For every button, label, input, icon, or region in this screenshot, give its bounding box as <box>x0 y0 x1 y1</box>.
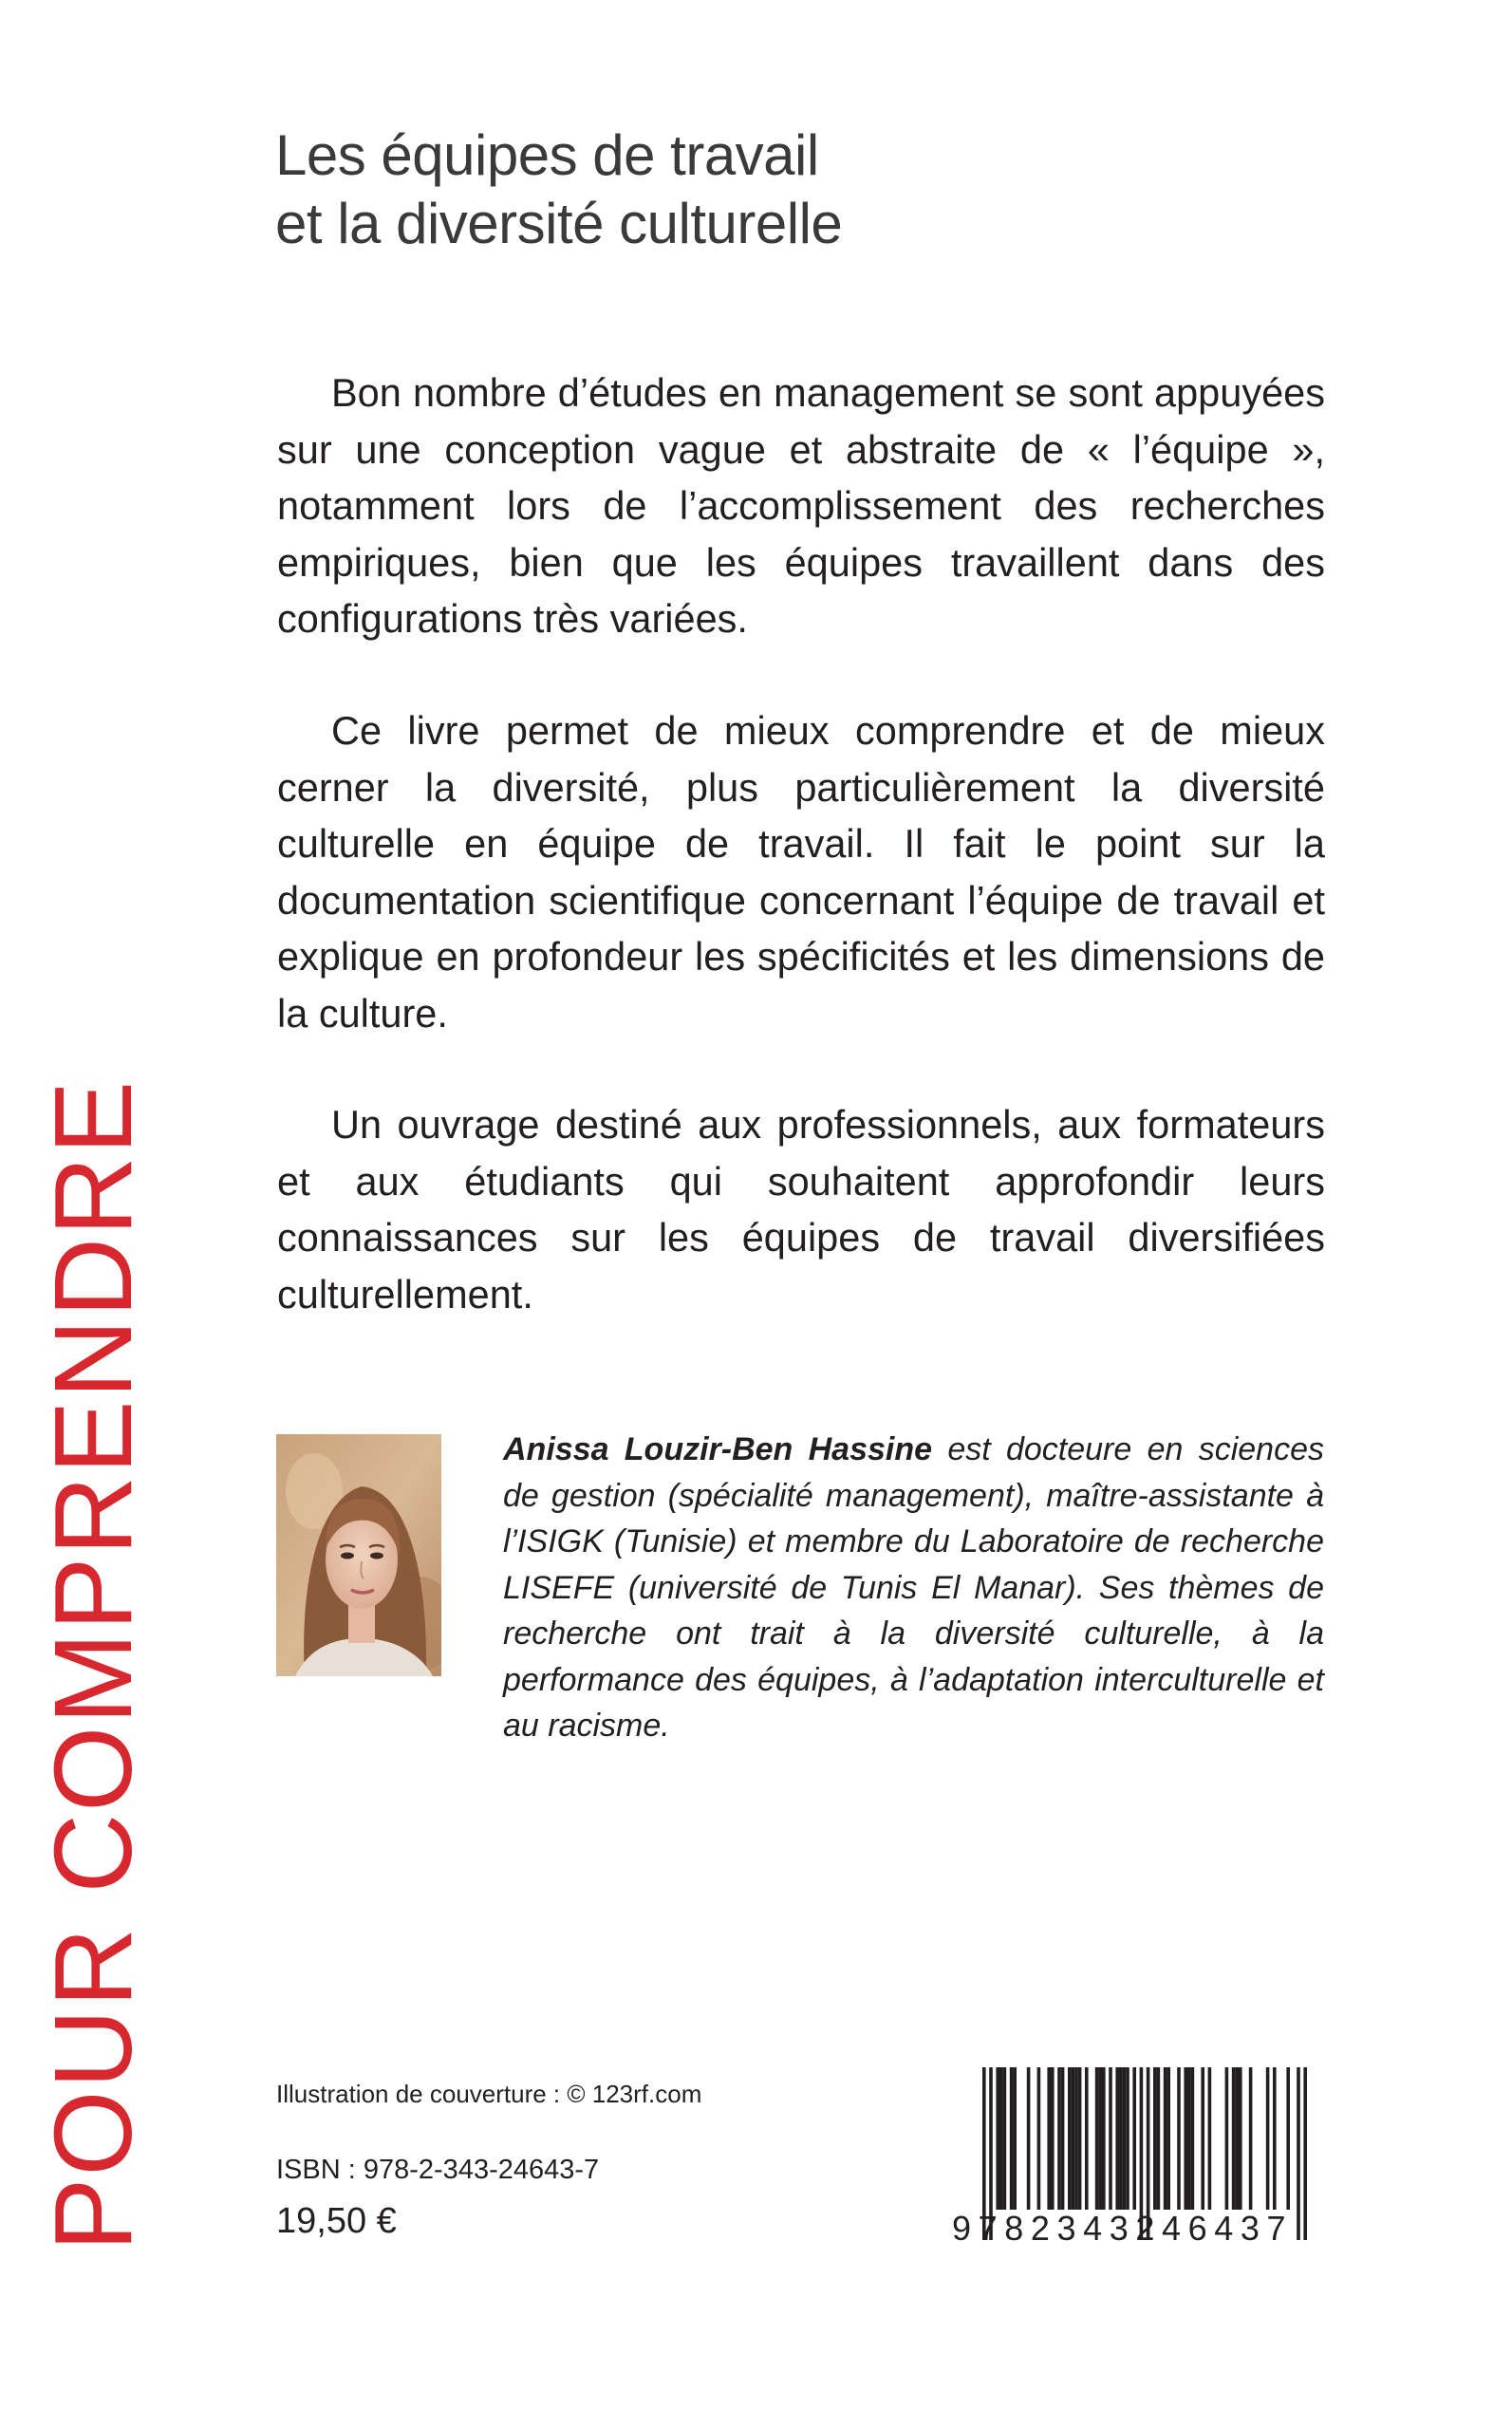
barcode-bar <box>1177 2067 1181 2210</box>
author-photo <box>276 1434 441 1676</box>
book-title-line-1: Les équipes de travail <box>275 123 819 187</box>
barcode-bar <box>1286 2067 1290 2210</box>
barcode-bar <box>1184 2067 1187 2210</box>
barcode-bar <box>1201 2067 1204 2210</box>
barcode-bar <box>1167 2067 1170 2210</box>
author-name: Anissa Louzir-Ben Hassine <box>503 1431 933 1467</box>
barcode-bar <box>1266 2067 1270 2210</box>
barcode-bar <box>1119 2067 1123 2210</box>
barcode-bar <box>1098 2067 1102 2210</box>
barcode-bar <box>1061 2067 1065 2210</box>
barcode-bar <box>1132 2067 1136 2210</box>
barcode-bar <box>1068 2067 1072 2210</box>
isbn: ISBN : 978-2-343-24643-7 <box>276 2155 600 2185</box>
barcode-bar <box>1123 2067 1127 2210</box>
illustration-credit: Illustration de couverture : © 123rf.com <box>276 2080 702 2108</box>
barcode-bar <box>1235 2067 1239 2210</box>
book-title-line-2: et la diversité culturelle <box>275 192 843 255</box>
barcode-bar <box>1074 2067 1078 2210</box>
barcode-bar <box>1232 2067 1236 2210</box>
barcode-bar <box>1273 2067 1277 2210</box>
barcode-bar <box>1013 2067 1017 2210</box>
barcode-bar <box>1249 2067 1253 2210</box>
barcode-bar <box>1109 2067 1112 2210</box>
barcode-bar <box>1102 2067 1106 2210</box>
barcode-bar <box>996 2067 999 2210</box>
barcode-bar <box>1191 2067 1195 2210</box>
barcode-bar <box>1085 2067 1089 2210</box>
price: 19,50 € <box>276 2201 397 2241</box>
author-bio-text: est docteure en sciences de gestion (spécialité management), maître-assistante à l’ISIGK (Tunisie) et membre du Laboratoire de recherche LISEFE (université de Tunis El Manar). Ses thèmes de recherche ont trait à la diversité culturelle, à la performance des équipes, à l’adaptation interculturelle et au racisme. <box>503 1431 1324 1744</box>
blurb-paragraph-2: Ce livre permet de mieux comprendre et de mieux cerner la diversité, plus particulièrement la diversité culturelle en équipe de travail. Il fait le point sur la documentation scientifique concernant l’équipe de travail et explique en profondeur les spécificités et les dimensions de la culture. <box>277 708 1325 1036</box>
blurb-paragraph-3: Un ouvrage destiné aux professionnels, aux formateurs et aux étudiants qui souhaitent approfondir leurs connaissances sur les équipes de travail diversifiées culturellement. <box>277 1102 1325 1317</box>
barcode-bar <box>1164 2067 1167 2210</box>
author-bio <box>503 1427 1324 1749</box>
barcode-bar <box>1072 2067 1075 2210</box>
barcode-bar <box>1187 2067 1191 2210</box>
barcode-bar <box>1010 2067 1014 2210</box>
barcode-bar <box>1115 2067 1119 2210</box>
barcode-bar <box>1027 2067 1031 2210</box>
barcode-bar <box>999 2067 1003 2210</box>
blurb-paragraph-1: Bon nombre d’études en management se sont appuyées sur une conception vague et abstraite de « l’équipe », notamment lors de l’accomplissement des recherches empiriques, bien que les équipes travaillent dans des configurations très variées. <box>277 370 1325 641</box>
barcode-bar <box>1225 2067 1229 2210</box>
barcode-bar <box>1239 2067 1242 2210</box>
book-title <box>275 121 1367 258</box>
barcode-bar <box>1095 2067 1099 2210</box>
barcode-bar <box>1078 2067 1082 2210</box>
barcode-bar <box>1057 2067 1061 2210</box>
series-name: POUR COMPRENDRE <box>31 1078 155 2251</box>
barcode-bar <box>1208 2067 1212 2210</box>
barcode-bar <box>1037 2067 1041 2210</box>
barcode-bar <box>1051 2067 1055 2210</box>
barcode-bar <box>1153 2067 1157 2210</box>
barcode-bar <box>1157 2067 1161 2210</box>
barcode-bar <box>1003 2067 1007 2210</box>
barcode-digits: 9782343246437 <box>952 2209 1294 2248</box>
barcode-bar <box>1047 2067 1051 2210</box>
barcode-bar <box>1126 2067 1129 2210</box>
